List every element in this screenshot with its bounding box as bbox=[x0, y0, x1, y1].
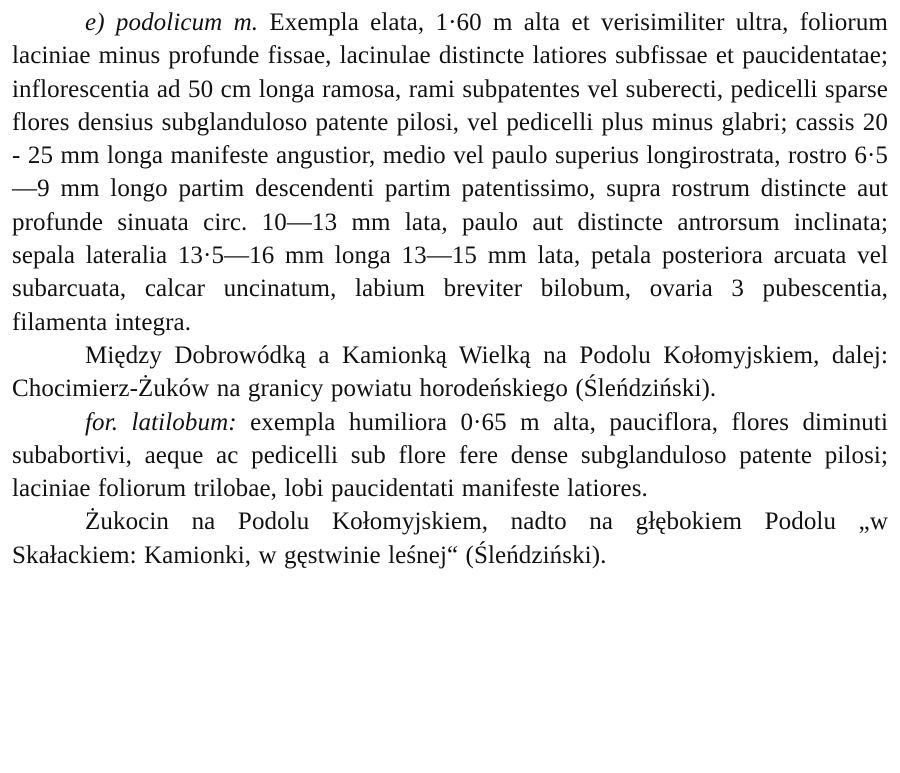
paragraph-podolicum-locality bbox=[12, 339, 888, 406]
taxon-name-podolicum: e) podolicum m. bbox=[85, 9, 259, 36]
taxon-name-latilobum: for. latilobum: bbox=[85, 408, 237, 436]
paragraph-latilobum-locality bbox=[12, 505, 888, 572]
paragraph-podolicum-description bbox=[12, 6, 888, 339]
paragraph-text: Exempla elata, 1·60 m alta et verisimiliter ultra, foliorum laciniae minus profunde fissae, lacinulae distincte latiores subfissae et paucidentatae; inflorescentia ad 50 cm longa ramosa, rami subpatentes vel suberecti, pedicelli sparse flores densius subglanduloso patente pilosi, vel pedicelli plus minus glabri; cassis 20 - 25 mm longa manifeste angustior, medio vel paulo superius longirostrata, rostro 6·5—9 mm longo partim descendenti partim patentissimo, supra rostrum distincte aut profunde sinuata circ. 10—13 mm lata, paulo aut distincte antrorsum inclinata; sepala lateralia 13·5—16 mm longa 13—15 mm lata, petala posteriora arcuata vel subarcuata, calcar uncinatum, labium breviter bilobum, ovaria 3 pubescentia, filamenta integra. bbox=[12, 9, 888, 336]
document-page bbox=[12, 0, 888, 572]
paragraph-text: Żukocin na Podolu Kołomyjskiem, nadto na głębokiem Podolu „w Skałackiem: Kamionki, w gęstwinie leśnej“ (Śleńdziński). bbox=[12, 508, 888, 569]
paragraph-text: exempla humiliora 0·65 m alta, pauciflora, flores diminuti subabortivi, aeque ac pedicelli sub flore fere dense subglanduloso patente pilosi; laciniae foliorum trilobae, lobi paucidentati manifeste latiores. bbox=[12, 408, 888, 503]
paragraph-text: Między Dobrowódką a Kamionką Wielką na Podolu Kołomyjskiem, dalej: Chocimierz-Żuków na granicy powiatu horodeńskiego (Śleńdziński). bbox=[12, 341, 888, 403]
paragraph-latilobum-description bbox=[12, 406, 888, 506]
